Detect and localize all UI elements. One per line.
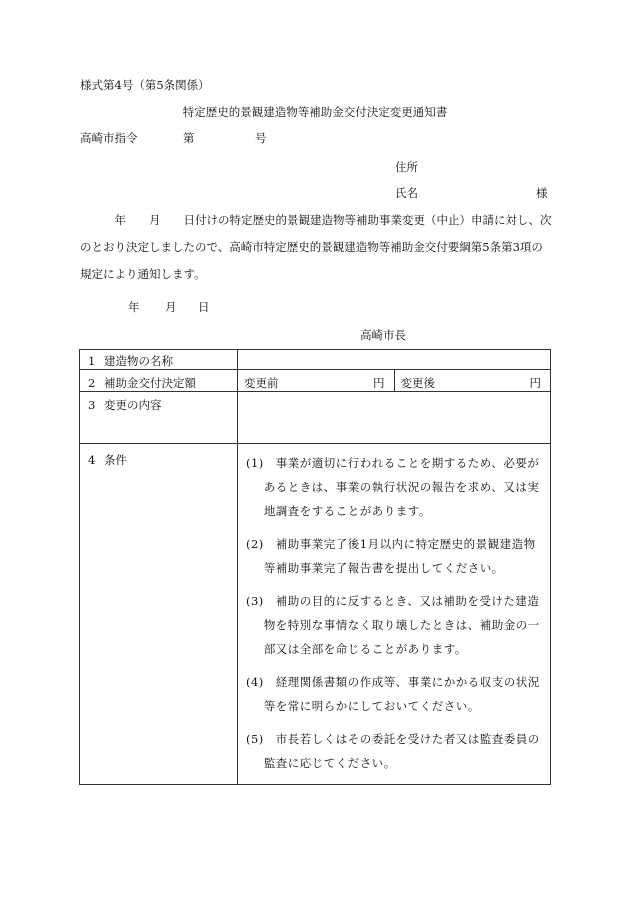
condition-item: (2) 補助事業完了後1月以内に特定歴史的景観建造物等補助事業完了報告書を提出してください。 (246, 537, 536, 575)
body-line-1: 年 月 日付けの特定歴史的景観建造物等補助事業変更（中止）申請に対し、次 (80, 213, 552, 227)
table-row-change-content (80, 392, 551, 444)
body-line-2: のとおり決定しましたので、高崎市特定歴史的景観建造物等補助金交付要綱第5条第3項の (80, 240, 543, 254)
row-number: 3 (88, 398, 96, 412)
condition-item: (4) 経理関係書類の作成等、事業にかかる収支の状況等を常に明らかにしておいてください。 (246, 675, 540, 713)
condition-item: (5) 市長若しくはその委託を受けた者又は監査委員の監査に応じてください。 (246, 732, 540, 770)
address-label: 住所 (395, 160, 418, 174)
reference-prefix: 高崎市指令 (80, 131, 138, 145)
amount-cell (238, 370, 551, 392)
info-table (79, 349, 551, 785)
row-number: 4 (88, 453, 96, 467)
amount-after (394, 370, 551, 391)
row-label: 変更の内容 (104, 398, 162, 412)
table-row-building-name (80, 350, 551, 370)
conditions-cell (238, 444, 551, 785)
issuer: 高崎市長 (360, 328, 406, 342)
table-row-amount (80, 370, 551, 392)
row-label: 補助金交付決定額 (104, 376, 196, 390)
condition-item: (3) 補助の目的に反するとき、又は補助を受けた建造物を特別な事情なく取り壊したときは、補助金の一部又は全部を命じることがあります。 (246, 594, 540, 656)
document-title: 特定歴史的景観建造物等補助金交付決定変更通知書 (182, 105, 448, 119)
row-label: 建造物の名称 (104, 354, 173, 368)
honorific: 様 (536, 186, 548, 200)
after-yen: 円 (529, 376, 541, 390)
before-yen: 円 (373, 376, 385, 390)
reference-dai: 第 (183, 131, 195, 145)
cell-label (80, 392, 238, 444)
date-month: 月 (165, 300, 177, 314)
form-number: 様式第4号（第5条関係） (80, 78, 210, 92)
body-line-3: 規定により通知します。 (80, 267, 206, 281)
date-day: 日 (198, 300, 210, 314)
condition-item: (1) 事業が適切に行われることを期するため、必要があるときは、事業の執行状況の報告を求め、又は実地調査をすることがあります。 (246, 456, 540, 518)
cell-label (80, 444, 238, 785)
date-year: 年 (128, 300, 140, 314)
row-number: 1 (88, 354, 96, 368)
before-label: 変更前 (244, 376, 279, 390)
row-label: 条件 (104, 453, 127, 467)
row-number: 2 (88, 376, 96, 390)
name-label: 氏名 (395, 186, 418, 200)
amount-before (238, 370, 394, 391)
table-row-conditions (80, 444, 551, 785)
change-content-value (238, 392, 551, 444)
after-label: 変更後 (400, 376, 435, 390)
building-name-value (238, 350, 551, 370)
cell-label (80, 350, 238, 370)
reference-go: 号 (255, 131, 267, 145)
cell-label (80, 370, 238, 392)
